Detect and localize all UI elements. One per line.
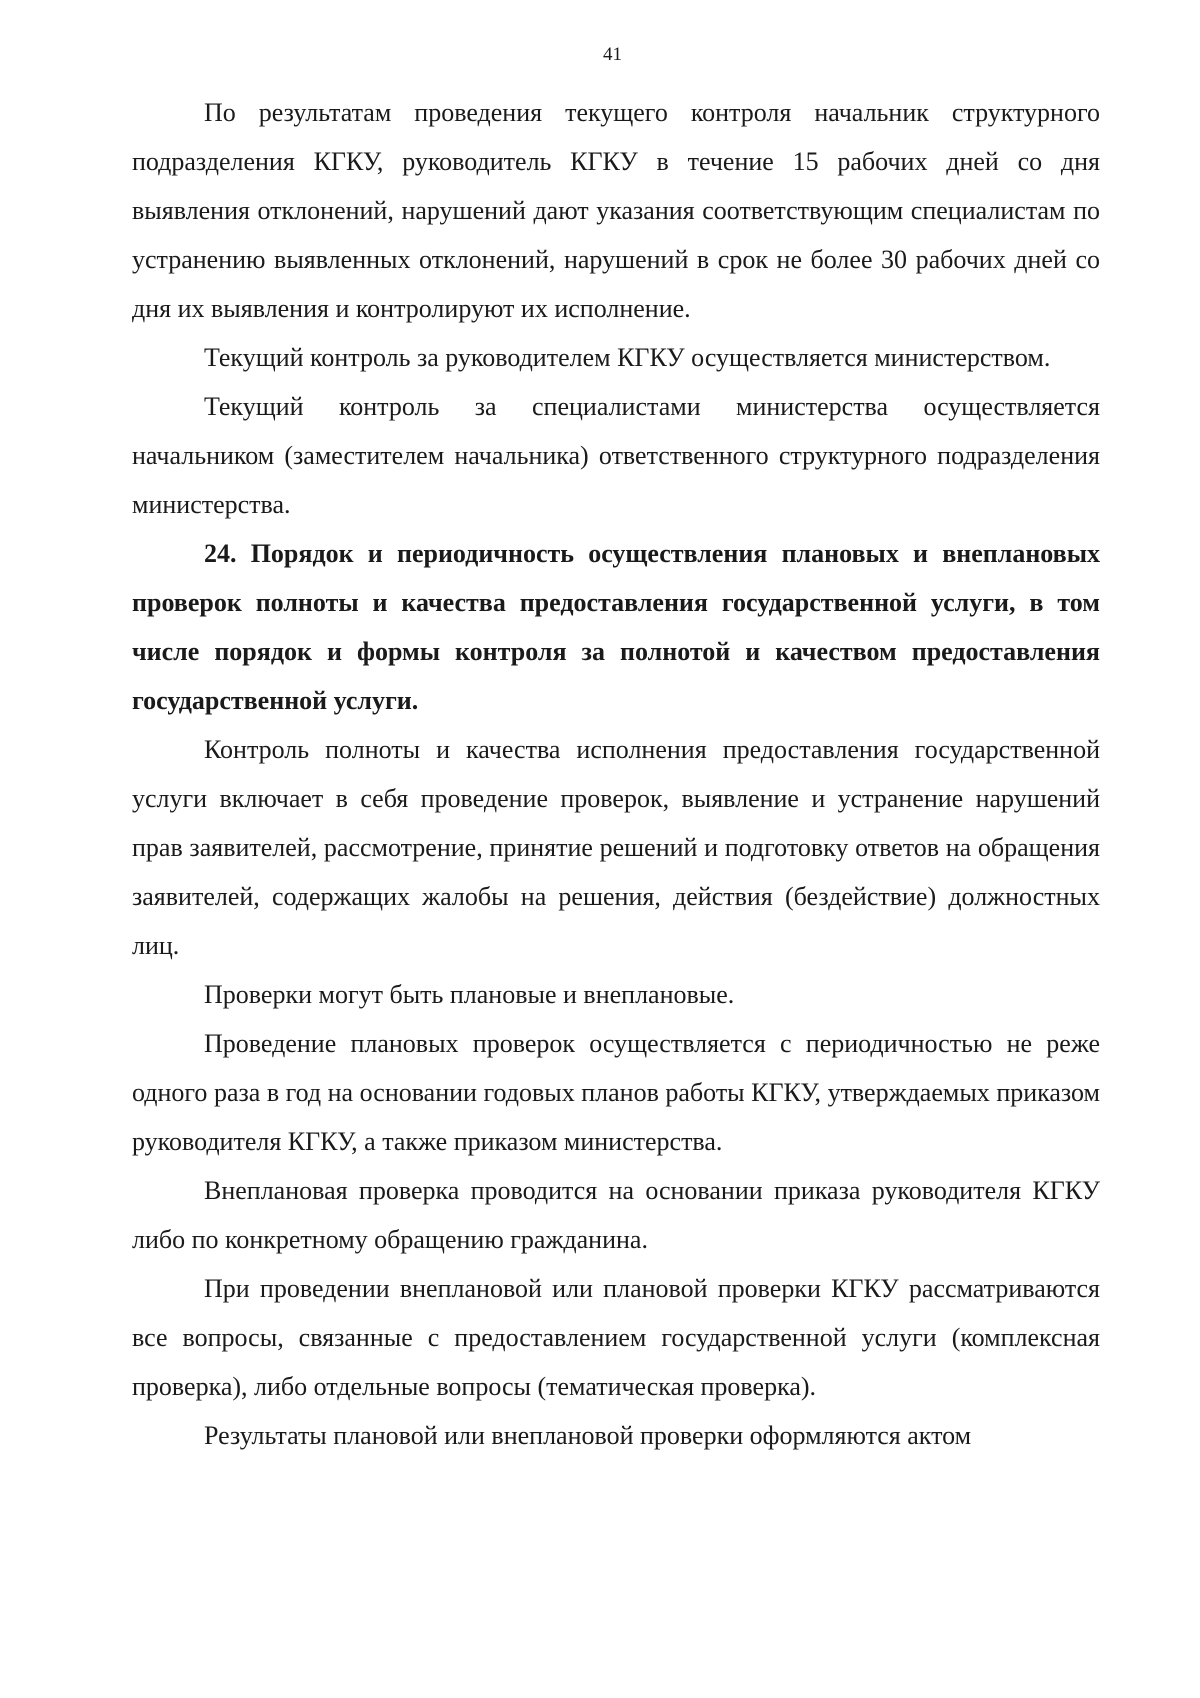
paragraph-inspection-scope: При проведении внеплановой или плановой проверки КГКУ рассматриваются все вопросы, связанные с предоставлением государственной услуги (комплексная проверка), либо отдельные вопросы (тематическая проверка). <box>132 1274 1100 1401</box>
section-heading-24: 24. Порядок и периодичность осуществления плановых и внеплановых проверок полноты и качества предоставления государственной услуги, в том числе порядок и формы контроля за полнотой и качеством предоставления государственной услуги. <box>132 539 1100 715</box>
page-number: 41 <box>603 44 622 65</box>
paragraph-inspection-types: Проверки могут быть плановые и внеплановые. <box>204 980 735 1009</box>
paragraph-inspection-results: Результаты плановой или внеплановой проверки оформляются актом <box>204 1421 972 1450</box>
paragraph-unscheduled-inspection: Внеплановая проверка проводится на основании приказа руководителя КГКУ либо по конкретному обращению гражданина. <box>132 1176 1100 1254</box>
paragraph-quality-control: Контроль полноты и качества исполнения предоставления государственной услуги включает в себя проведение проверок, выявление и устранение нарушений прав заявителей, рассмотрение, принятие решений и подготовку ответов на обращения заявителей, содержащих жалобы на решения, действия (бездействие) должностных лиц. <box>132 735 1100 960</box>
paragraph-ministry-specialists-control: Текущий контроль за специалистами министерства осуществляется начальником (заместителем начальника) ответственного структурного подразделения министерства. <box>132 392 1100 519</box>
paragraph-planned-inspections: Проведение плановых проверок осуществляется с периодичностью не реже одного раза в год на основании годовых планов работы КГКУ, утверждаемых приказом руководителя КГКУ, а также приказом министерства. <box>132 1029 1100 1156</box>
paragraph-director-control: Текущий контроль за руководителем КГКУ осуществляется министерством. <box>204 343 1051 372</box>
document-body <box>132 88 1100 1460</box>
paragraph-current-control-results: По результатам проведения текущего контроля начальник структурного подразделения КГКУ, руководитель КГКУ в течение 15 рабочих дней со дня выявления отклонений, нарушений дают указания соответствующим специалистам по устранению выявленных отклонений, нарушений в срок не более 30 рабочих дней со дня их выявления и контролируют их исполнение. <box>132 98 1100 323</box>
